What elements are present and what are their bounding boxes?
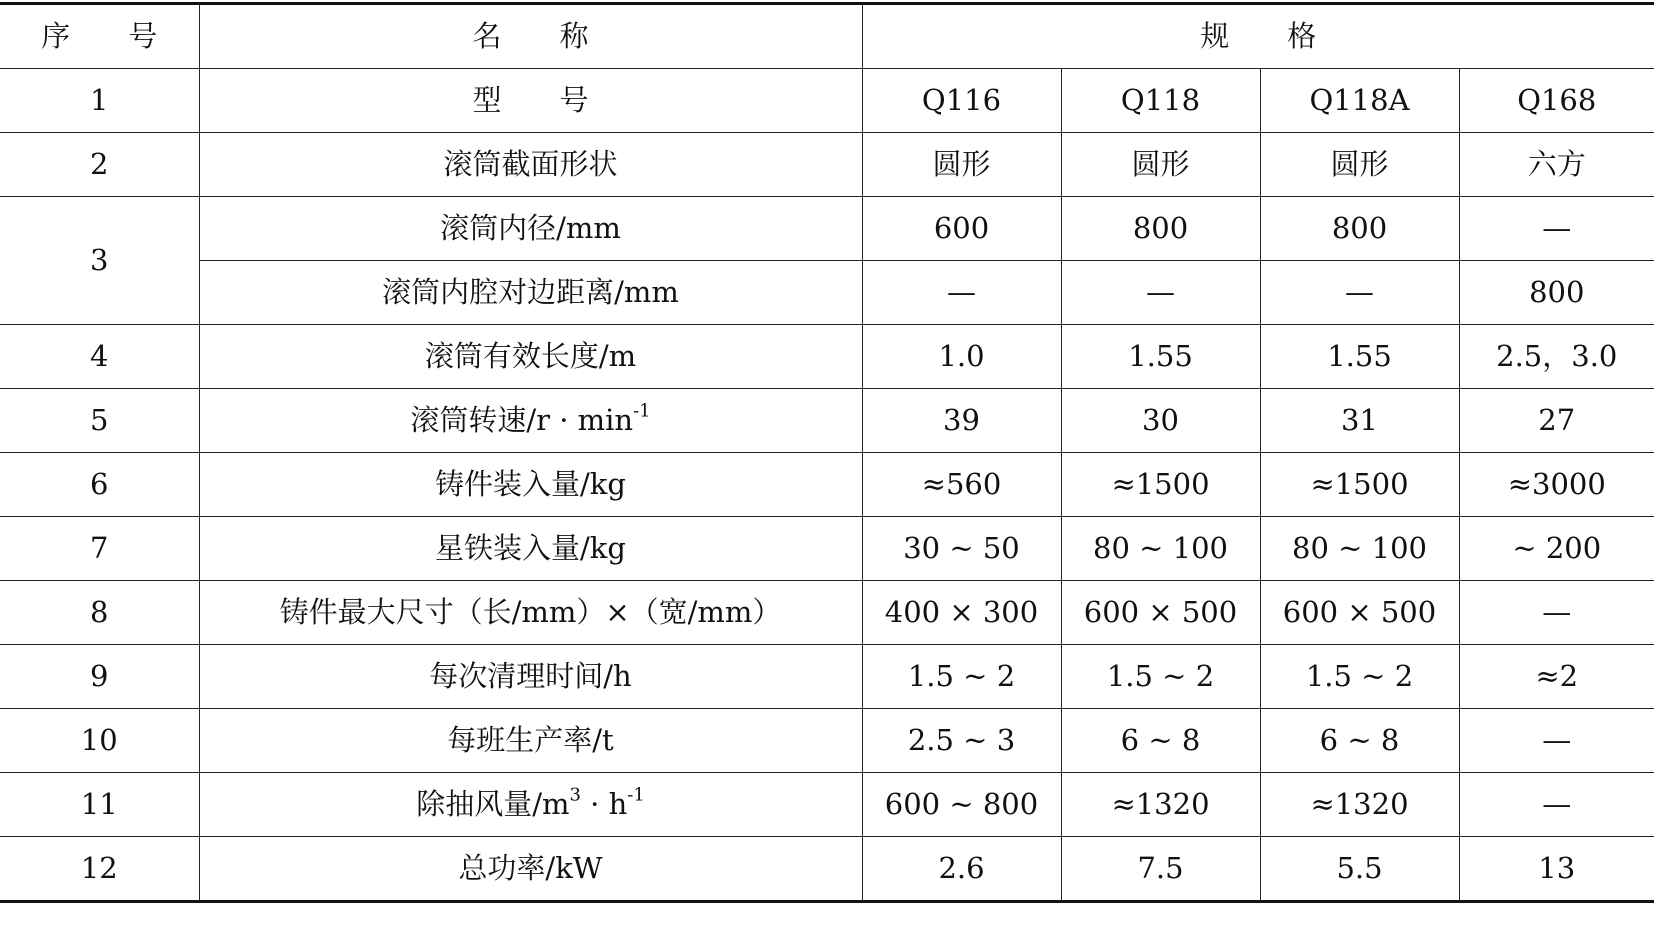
cell-q116: 39 [862,389,1061,453]
table-row [0,837,1654,902]
cell-q116: 30 ~ 50 [862,517,1061,581]
cell-q118a: 6 ~ 8 [1260,709,1459,773]
row-name: 每班生产率/t [199,709,862,773]
cell-q168: — [1459,773,1654,837]
cell-q118a: — [1260,261,1459,325]
row-name: 星铁装入量/kg [199,517,862,581]
cell-q118: ≈1320 [1061,773,1260,837]
cell-q118: — [1061,261,1260,325]
row-index: 11 [0,773,199,837]
cell-q116: 600 [862,197,1061,261]
cell-q116: 2.5 ~ 3 [862,709,1061,773]
cell-q168: 27 [1459,389,1654,453]
cell-q118a: 1.5 ~ 2 [1260,645,1459,709]
cell-q116: 2.6 [862,837,1061,902]
table-row [0,197,1654,261]
cell-q118a: 5.5 [1260,837,1459,902]
cell-q118: 6 ~ 8 [1061,709,1260,773]
row-name: 型 号 [199,69,862,133]
row-name-superscript: 3 [569,784,581,806]
cell-q116: Q116 [862,69,1061,133]
table-row [0,517,1654,581]
row-name: 滚筒内径/mm [199,197,862,261]
table-row [0,261,1654,325]
row-index: 1 [0,69,199,133]
cell-q118a: 600 × 500 [1260,581,1459,645]
cell-q118: Q118 [1061,69,1260,133]
cell-q118a: ≈1320 [1260,773,1459,837]
cell-q118a: ≈1500 [1260,453,1459,517]
row-name: 铸件最大尺寸（长/mm）×（宽/mm） [199,581,862,645]
cell-q168: Q168 [1459,69,1654,133]
cell-q118: 80 ~ 100 [1061,517,1260,581]
cell-q168: — [1459,709,1654,773]
row-index: 9 [0,645,199,709]
table-row [0,709,1654,773]
cell-q118: 圆形 [1061,133,1260,197]
row-index: 10 [0,709,199,773]
cell-q118: 30 [1061,389,1260,453]
cell-q116: — [862,261,1061,325]
cell-q116: 圆形 [862,133,1061,197]
row-name: 滚筒内腔对边距离/mm [199,261,862,325]
row-name: 每次清理时间/h [199,645,862,709]
table-row [0,773,1654,837]
row-name: 总功率/kW [199,837,862,902]
row-name-mid: · h [580,786,628,821]
table-row [0,69,1654,133]
cell-q118: ≈1500 [1061,453,1260,517]
cell-q116: 1.0 [862,325,1061,389]
row-name [199,389,862,453]
cell-q118: 1.55 [1061,325,1260,389]
row-index: 12 [0,837,199,902]
cell-q118: 1.5 ~ 2 [1061,645,1260,709]
row-index: 4 [0,325,199,389]
table-row [0,581,1654,645]
header-row [0,4,1654,69]
cell-q168: ≈2 [1459,645,1654,709]
row-name: 滚筒有效长度/m [199,325,862,389]
cell-q168: 800 [1459,261,1654,325]
cell-q168: ~ 200 [1459,517,1654,581]
table-row [0,453,1654,517]
row-index: 2 [0,133,199,197]
cell-q168: — [1459,197,1654,261]
cell-q116: 600 ~ 800 [862,773,1061,837]
table-row [0,325,1654,389]
row-name-superscript: -1 [633,400,651,422]
row-name: 铸件装入量/kg [199,453,862,517]
cell-q168: 六方 [1459,133,1654,197]
table-row [0,389,1654,453]
header-index: 序 号 [41,18,158,53]
row-index: 7 [0,517,199,581]
row-name-base: 滚筒转速/r · min [410,402,634,437]
row-index: 8 [0,581,199,645]
table-row [0,645,1654,709]
cell-q118a: 80 ~ 100 [1260,517,1459,581]
cell-q168: 2.5，3.0 [1459,325,1654,389]
cell-q168: — [1459,581,1654,645]
row-name-base: 除抽风量/m [416,786,570,821]
cell-q118: 800 [1061,197,1260,261]
row-index: 5 [0,389,199,453]
cell-q118a: 31 [1260,389,1459,453]
cell-q118a: 圆形 [1260,133,1459,197]
table-row [0,133,1654,197]
cell-q116: 1.5 ~ 2 [862,645,1061,709]
cell-q168: 13 [1459,837,1654,902]
cell-q118a: Q118A [1260,69,1459,133]
cell-q118: 7.5 [1061,837,1260,902]
spec-table [0,2,1654,903]
cell-q168: ≈3000 [1459,453,1654,517]
cell-q116: ≈560 [862,453,1061,517]
header-spec: 规 格 [862,4,1654,69]
row-name [199,773,862,837]
cell-q118a: 800 [1260,197,1459,261]
cell-q118: 600 × 500 [1061,581,1260,645]
header-name: 名 称 [199,4,862,69]
row-index: 3 [0,197,199,325]
cell-q118a: 1.55 [1260,325,1459,389]
cell-q116: 400 × 300 [862,581,1061,645]
row-name-superscript-2: -1 [627,784,645,806]
row-index: 6 [0,453,199,517]
row-name: 滚筒截面形状 [199,133,862,197]
